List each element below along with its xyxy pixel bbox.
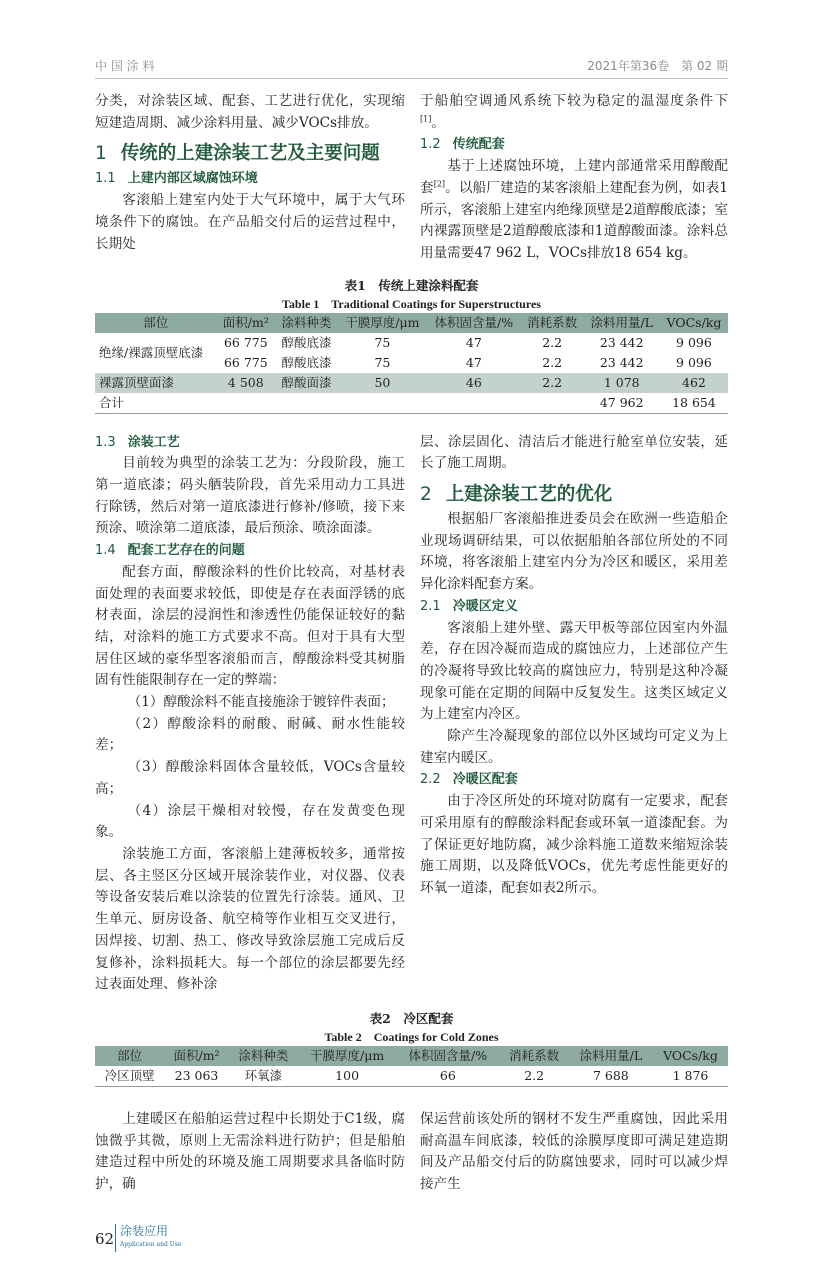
column-header: 部位: [143, 314, 169, 330]
paragraph: 根据船厂客滚船推进委员会在欧洲一些造船企业现场调研结果，可以依据船舶各部位所处的不同环境，将客滚船上建室内分为冷区和暖区，采用差异化涂料配套方案。: [420, 511, 728, 593]
left-column-top: [95, 91, 405, 255]
section-heading-1: [95, 142, 405, 166]
table-cell: [338, 393, 427, 414]
table-cell: [217, 393, 276, 414]
right-column-mid: [420, 432, 728, 900]
table-total-row: [95, 393, 728, 414]
table-cell: 18 654: [660, 393, 728, 414]
table-cell: 47 962: [584, 393, 660, 414]
right-column-top: [420, 91, 728, 265]
section-title: 上建涂装工艺的优化: [445, 484, 613, 506]
paragraph: 分类，对涂装区域、配套、工艺进行优化，实现缩短建造周期、减少涂料用量、减少VOCs排放。: [95, 93, 405, 131]
table-cell: 1 078: [603, 374, 640, 390]
table-cell: 醇酸底漆: [281, 354, 332, 370]
column-header: 消耗系数: [509, 1047, 560, 1063]
table-row: [95, 333, 728, 353]
column-header: 干膜厚度/μm: [310, 1047, 385, 1063]
table-header-row: [95, 1046, 728, 1066]
table-cell: 46: [465, 374, 482, 390]
paragraph: [420, 156, 728, 265]
table2-caption-cn: 表2 冷区配套: [369, 1010, 454, 1026]
citation: [1]: [420, 114, 432, 124]
table-cell: 23 442: [599, 334, 644, 350]
journal-name: 中 国 涂 料: [95, 59, 155, 73]
section-heading-1-4: [95, 540, 405, 562]
page-number: 62: [95, 1229, 115, 1248]
column-header: 部位: [117, 1047, 143, 1063]
table-cell: 50: [374, 374, 391, 390]
table-cell: 醇酸底漆: [281, 334, 332, 350]
column-header: 体积固含量/%: [408, 1047, 488, 1063]
table-cell: 裸露顶壁面漆: [99, 374, 175, 390]
column-header: 面积/m²: [173, 1047, 220, 1063]
table-cell: 4 508: [227, 374, 264, 390]
paragraph: [420, 91, 728, 134]
page: [95, 0, 728, 1274]
text: 。以船厂建造的某客滚船上建配套为例，如表1所示，客滚船上建室内绝缘顶壁是2道醇酸底漆；室内裸露顶壁是2道醇酸底漆和1道醇酸面漆。涂料总用量需要47 962 L，VOCs排放18 654 kg。: [420, 179, 729, 261]
table-cell: 47: [465, 354, 482, 370]
table-cell: 2.2: [542, 374, 563, 390]
table2: [95, 1046, 728, 1087]
column-header: 涂料种类: [281, 314, 332, 330]
table1-caption-cn: 表1 传统上建涂料配套: [344, 277, 479, 293]
table1: [95, 313, 728, 414]
column-header: 涂料用量/L: [590, 314, 653, 330]
table-cell: 66 775: [223, 354, 268, 370]
text: 基于上述腐蚀环境，上建内部通常采用醇酸配套: [420, 158, 728, 196]
table-cell: 75: [374, 334, 391, 350]
table-cell: 100: [298, 1066, 396, 1087]
section-label-en: Application and Use: [120, 1240, 182, 1248]
list-item: （2）醇酸涂料的耐酸、耐碱、耐水性能较差；: [95, 715, 405, 754]
table-cell: 9 096: [676, 354, 712, 370]
paragraph: 上建暖区在船舶运营过程中长期处于C1级，腐蚀微乎其微，原则上无需涂料进行防护；但是船舶建造过程中所处的环境及施工周期要求具备临时防护，确: [95, 1110, 405, 1193]
table-cell: 2.2: [542, 354, 563, 370]
section-title: 传统的上建涂装工艺及主要问题: [120, 143, 380, 165]
section-heading-1-2: [420, 134, 728, 156]
left-column-bottom: [95, 1109, 405, 1196]
column-header: 干膜厚度/μm: [345, 314, 420, 330]
table-cell: 462: [682, 374, 706, 390]
table-cell: 绝缘/裸露顶壁底漆: [99, 344, 204, 360]
section-title: 传统配套: [452, 137, 505, 153]
table-cell: 7 688: [569, 1066, 653, 1087]
paragraph: 由于冷区所处的环境对防腐有一定要求，配套可采用原有的醇酸涂料配套或环氧一道漆配套。为了保证更好地防腐，减少涂料施工道数来缩短涂装施工周期，以及降低VOCs，优先考虑性能更好的环氧一道漆，配套如表2所示。: [420, 793, 728, 896]
table-cell: 66: [396, 1066, 499, 1087]
section-label-cn: 涂装应用: [120, 1223, 169, 1238]
table-cell: [275, 393, 338, 414]
paragraph: 客滚船上建外壁、露天甲板等部位因室内外温差，存在因冷凝而造成的腐蚀应力，上述部位产生的冷凝将导致比较高的腐蚀应力，特别是这种冷凝现象可能在定期的间隔中反复发生。这类区域定义为上建室内冷区。: [420, 619, 728, 723]
table-cell: 合计: [95, 393, 217, 414]
column-header: 涂料用量/L: [579, 1047, 643, 1063]
columns-top: [95, 91, 728, 265]
table-cell: 23 442: [599, 354, 644, 370]
column-header: VOCs/kg: [666, 314, 722, 330]
page-footer: [95, 1224, 728, 1254]
table-cell: 醇酸面漆: [281, 374, 332, 390]
columns-mid: [95, 432, 728, 996]
column-header: 涂料种类: [238, 1047, 289, 1063]
section-title: 配套工艺存在的问题: [127, 543, 245, 559]
left-column-mid: [95, 432, 405, 996]
section-title: 涂装工艺: [127, 434, 180, 450]
page-header: [95, 58, 728, 79]
paragraph: 目前较为典型的涂装工艺为：分段阶段，施工第一道底漆；码头舾装阶段，首先采用动力工具进行除锈，然后对第一道底漆进行修补/修喷，接下来预涂、喷涂第二道底漆，最后预涂、喷涂面漆。: [95, 455, 405, 537]
table-cell: 47: [465, 334, 482, 350]
columns-bottom: [95, 1109, 728, 1196]
column-header: 消耗系数: [527, 314, 578, 330]
table-header-row: [95, 313, 728, 333]
section-number: 2.2: [420, 772, 441, 788]
table-cell: [427, 393, 521, 414]
table2-caption-en: Table 2 Coatings for Cold Zones: [324, 1029, 499, 1044]
table-cell: [521, 393, 584, 414]
section-title: 冷暖区配套: [452, 772, 518, 788]
list-item: （3）醇酸涂料固体含量较低，VOCs含量较高；: [95, 759, 405, 797]
table-cell: 冷区顶壁: [95, 1066, 164, 1087]
paragraph: 涂装施工方面，客滚船上建薄板较多，通常按层、各主竖区分区域开展涂装作业，对仪器、仪表等设备安装后难以涂装的位置先行涂装。通风、卫生单元、厨房设备、航空椅等作业相互交叉进行，因焊接、切割、热工、修改导致涂层施工完成后反复修补，涂料损耗大。每一个部位的涂层都要先经过表面处理、修补涂: [95, 845, 405, 993]
list-item: （1）醇酸涂料不能直接施涂于镀锌件表面；: [127, 694, 395, 711]
paragraph: 客滚船上建室内处于大气环境中，属于大气环境条件下的腐蚀。在产品船交付后的运营过程中，长期处: [95, 192, 405, 252]
table-cell: 23 063: [164, 1066, 229, 1087]
table-cell: 1 876: [653, 1066, 728, 1087]
list-item: （4）涂层干燥相对较慢，存在发黄变色现象。: [95, 802, 405, 841]
section-heading-2-2: [420, 769, 728, 791]
text: 于船舶空调通风系统下较为稳定的温湿度条件下: [420, 93, 728, 109]
table-cell: 环氧漆: [229, 1066, 298, 1087]
table-row: [95, 1066, 728, 1087]
section-heading-2: [420, 483, 728, 507]
column-header: VOCs/kg: [663, 1047, 718, 1063]
footer-divider: [115, 1224, 116, 1252]
table-cell: 2.2: [542, 334, 563, 350]
section-number: 2.1: [420, 598, 441, 614]
paragraph: 配套方面，醇酸涂料的性价比较高，对基材表面处理的表面要求较低，即使是存在表面浮锈的底材表面，涂层的浸润性和渗透性仍能保证较好的黏结，对涂料的施工方式要求不高。但对于具有大型居住区域的豪华型客滚船而言，醇酸涂料受其树脂固有性能限制存在一定的弊端：: [95, 563, 405, 689]
right-column-bottom: [420, 1109, 728, 1196]
section-number: 1: [95, 143, 107, 165]
column-header: 体积固含量/%: [434, 314, 514, 330]
table1-caption-en: Table 1 Traditional Coatings for Superstructures: [282, 296, 541, 311]
table-cell: 75: [374, 354, 391, 370]
section-number: 1.1: [95, 171, 116, 187]
section-heading-1-1: [95, 168, 405, 190]
section-title: 冷暖区定义: [452, 598, 518, 614]
section-number: 1.2: [420, 137, 441, 153]
section-title: 上建内部区域腐蚀环境: [127, 171, 258, 187]
section-number: 1.4: [95, 543, 116, 559]
section-heading-1-3: [95, 432, 405, 454]
paragraph: 层、涂层固化、清洁后才能进行舱室单位安装，延长了施工周期。: [420, 433, 728, 472]
table-row: [95, 373, 728, 393]
paragraph: 除产生冷凝现象的部位以外区域均可定义为上建室内暖区。: [420, 728, 728, 766]
section-number: 1.3: [95, 434, 116, 450]
table-cell: 9 096: [676, 334, 712, 350]
text: 。: [431, 114, 445, 131]
table-cell: 2.2: [500, 1066, 569, 1087]
paragraph: 保运营前该处所的钢材不发生严重腐蚀，因此采用耐高温车间底漆，较低的涂膜厚度即可满足建造期间及产品船交付后的防腐蚀要求，同时可以减少焊接产生: [420, 1110, 728, 1193]
issue-info: 2021年第36卷 第 02 期: [587, 59, 728, 73]
table-cell: 66 775: [223, 334, 268, 350]
section-number: 2: [420, 484, 432, 506]
section-heading-2-1: [420, 596, 728, 618]
citation: [2]: [433, 179, 446, 189]
column-header: 面积/m²: [222, 314, 269, 330]
